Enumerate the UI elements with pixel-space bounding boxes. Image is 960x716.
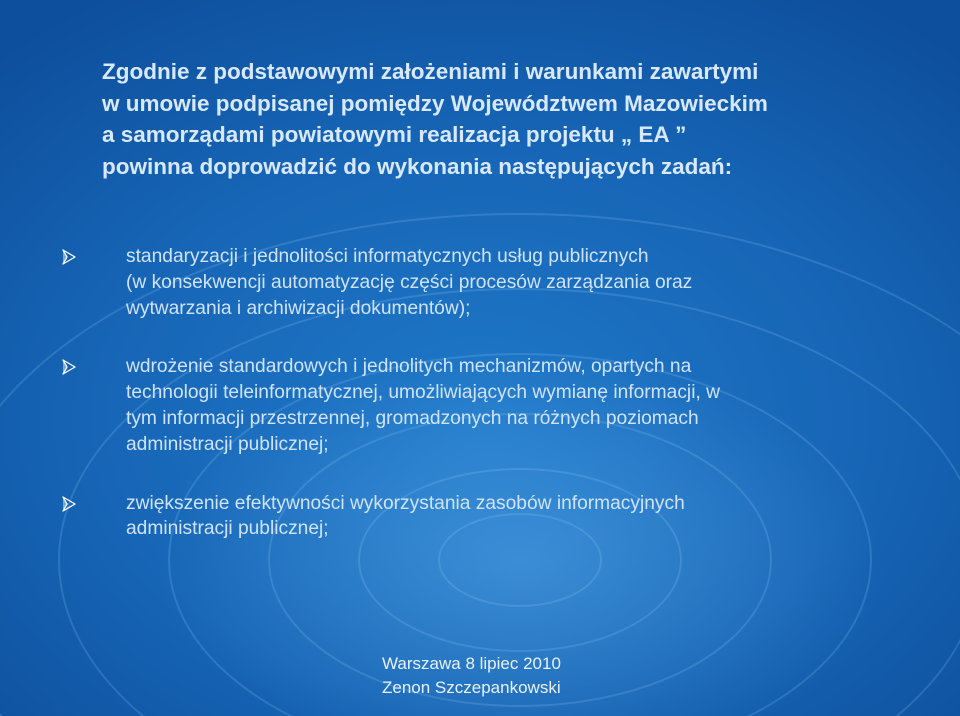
bullet-line: (w konsekwencji automatyzację części procesów zarządzania oraz xyxy=(126,271,693,293)
slide-footer xyxy=(382,652,561,700)
bullet-line: tym informacji przestrzennej, gromadzonych na różnych poziomach xyxy=(126,407,699,429)
bullet-line: wdrożenie standardowych i jednolitych mechanizmów, opartych na xyxy=(126,356,692,378)
bullet-line: zwiększenie efektywności wykorzystania zasobów informacyjnych xyxy=(126,492,685,514)
bullet-item xyxy=(62,244,882,321)
title-line: Zgodnie z podstawowymi założeniami i warunkami zawartymi xyxy=(102,59,759,84)
bullet-line: administracji publicznej; xyxy=(126,518,329,540)
arrowhead-bullet-icon xyxy=(62,249,76,265)
title-line: powinna doprowadzić do wykonania następujących zadań: xyxy=(102,153,733,179)
bullet-line: technologii teleinformatycznej, umożliwiających wymianę informacji, w xyxy=(126,382,720,404)
bullet-item xyxy=(62,491,882,543)
footer-date: Warszawa 8 lipiec 2010 xyxy=(382,654,561,673)
arrowhead-bullet-icon xyxy=(62,359,76,375)
title-line: w umowie podpisanej pomiędzy Województwem Mazowieckim xyxy=(102,90,768,116)
bullet-item xyxy=(62,354,882,457)
footer-author: Zenon Szczepankowski xyxy=(382,678,561,697)
bullet-line: administracji publicznej; xyxy=(126,433,329,455)
bullet-list xyxy=(62,244,882,542)
arrowhead-bullet-icon xyxy=(62,496,76,512)
slide-title xyxy=(102,56,902,182)
bullet-line: wytwarzania i archiwizacji dokumentów); xyxy=(126,297,471,319)
title-line: a samorządami powiatowymi realizacja projektu „ EA ” xyxy=(102,122,687,147)
bullet-line: standaryzacji i jednolitości informatycznych usług publicznych xyxy=(126,246,649,267)
